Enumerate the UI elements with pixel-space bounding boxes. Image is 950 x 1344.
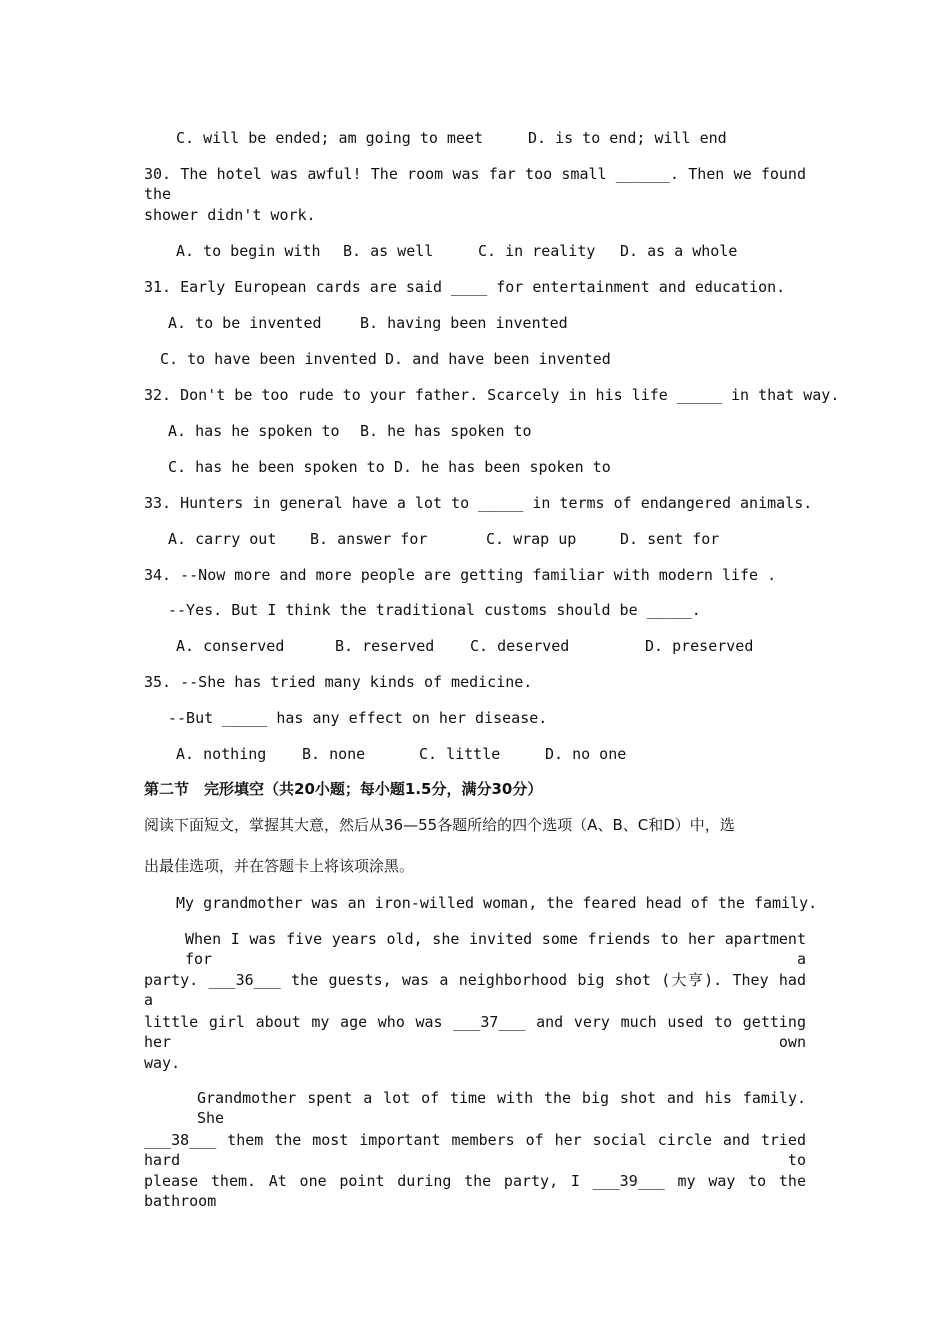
q31-option-b: B. having been invented — [360, 314, 568, 332]
q35-reply: --But _____ has any effect on her disease. — [168, 709, 548, 727]
q34-option-d: D. preserved — [645, 637, 754, 655]
q31-option-c: C. to have been invented — [160, 350, 377, 368]
q32-option-a: A. has he spoken to — [168, 422, 340, 440]
q30-option-b: B. as well — [343, 242, 434, 260]
q34-reply: --Yes. But I think the traditional customs should be _____. — [168, 601, 701, 619]
section-heading: 第二节 完形填空（共20小题；每小题1.5分，满分30分） — [144, 780, 543, 798]
passage-paragraph-2-line4: way. — [144, 1054, 181, 1072]
q32-option-b: B. he has spoken to — [360, 422, 532, 440]
q35-stem: 35. --She has tried many kinds of medicine. — [144, 673, 533, 691]
q33-stem: 33. Hunters in general have a lot to _____ in terms of endangered animals. — [144, 494, 813, 512]
q31-stem: 31. Early European cards are said ____ for entertainment and education. — [144, 278, 786, 296]
q30-option-d: D. as a whole — [620, 242, 738, 260]
q34-stem: 34. --Now more and more people are getting familiar with modern life . — [144, 566, 777, 584]
q32-option-c: C. has he been spoken to — [168, 458, 385, 476]
passage-paragraph-3-line1: Grandmother spent a lot of time with the big shot and his family. She — [197, 1089, 806, 1127]
q30-option-a: A. to begin with — [176, 242, 321, 260]
q30-stem-line1: 30. The hotel was awful! The room was far too small ______. Then we found the — [144, 165, 806, 203]
q31-option-a: A. to be invented — [168, 314, 322, 332]
q32-stem: 32. Don't be too rude to your father. Scarcely in his life _____ in that way. — [144, 386, 840, 404]
q35-option-c: C. little — [419, 745, 501, 763]
q34-option-a: A. conserved — [176, 637, 285, 655]
q30-option-c: C. in reality — [478, 242, 596, 260]
q33-option-b: B. answer for — [310, 530, 428, 548]
passage-paragraph-2-line2: party. ___36___ the guests, was a neighborhood big shot (大亨). They had a — [144, 971, 806, 1009]
q34-option-b: B. reserved — [335, 637, 435, 655]
q33-option-c: C. wrap up — [486, 530, 577, 548]
q35-option-b: B. none — [302, 745, 366, 763]
q30-stem-line2: shower didn't work. — [144, 206, 316, 224]
q31-option-d: D. and have been invented — [385, 350, 611, 368]
q32-option-d: D. he has been spoken to — [394, 458, 611, 476]
section-instructions-line1: 阅读下面短文，掌握其大意，然后从36—55各题所给的四个选项（A、B、C和D）中，选 — [144, 816, 735, 834]
q33-option-d: D. sent for — [620, 530, 720, 548]
q35-option-d: D. no one — [545, 745, 627, 763]
passage-paragraph-2-line1: When I was five years old, she invited some friends to her apartment for a — [185, 930, 806, 968]
passage-paragraph-2-line3: little girl about my age who was ___37___ and very much used to getting her own — [144, 1013, 806, 1051]
section-instructions-line2: 出最佳选项，并在答题卡上将该项涂黑。 — [144, 857, 415, 875]
q35-option-a: A. nothing — [176, 745, 267, 763]
passage-paragraph-3-line2: ___38___ them the most important members of her social circle and tried hard to — [144, 1131, 806, 1169]
q29-option-c: C. will be ended; am going to meet — [176, 129, 484, 147]
q29-option-d: D. is to end; will end — [528, 129, 727, 147]
passage-paragraph-1: My grandmother was an iron-willed woman, the feared head of the family. — [176, 894, 818, 912]
passage-paragraph-3-line3: please them. At one point during the party, I ___39___ my way to the bathroom — [144, 1172, 806, 1210]
q34-option-c: C. deserved — [470, 637, 570, 655]
q33-option-a: A. carry out — [168, 530, 277, 548]
